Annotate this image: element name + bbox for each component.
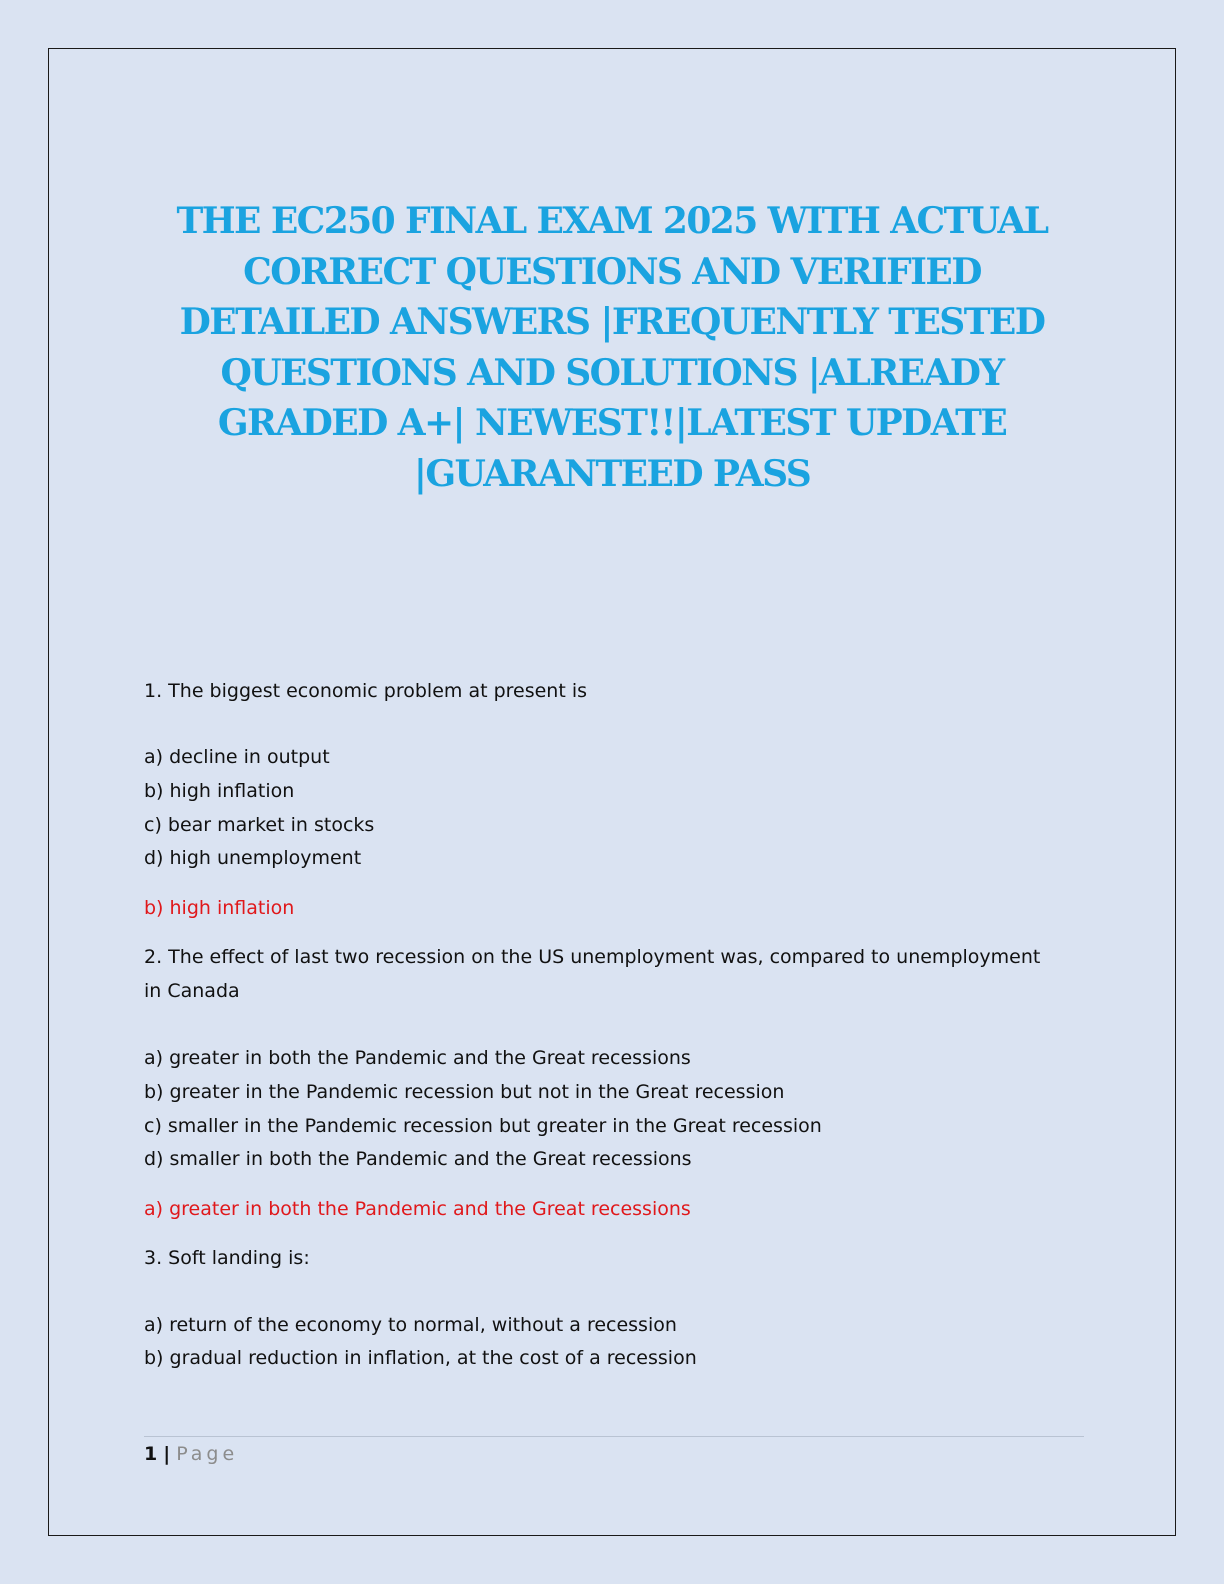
question-1-option-c: c) bear market in stocks — [144, 814, 375, 836]
title-line: |GUARANTEED PASS — [413, 452, 811, 495]
question-2-option-c: c) smaller in the Pandemic recession but greater in the Great recession — [144, 1115, 822, 1137]
question-2-option-d: d) smaller in both the Pandemic and the Great recessions — [144, 1148, 692, 1170]
title-line: THE EC250 FINAL EXAM 2025 WITH ACTUAL — [176, 200, 1048, 242]
question-3-option-b: b) gradual reduction in inflation, at the cost of a recession — [144, 1347, 697, 1369]
title-line: DETAILED ANSWERS |FREQUENTLY TESTED — [179, 301, 1045, 343]
question-3-option-a: a) return of the economy to normal, without a recession — [144, 1314, 677, 1336]
question-1-answer: b) high inflation — [144, 897, 295, 919]
question-1-option-a: a) decline in output — [144, 746, 330, 768]
footer-divider — [144, 1436, 1084, 1437]
question-2-option-b: b) greater in the Pandemic recession but not in the Great recession — [144, 1081, 785, 1103]
page-number: 1 — [144, 1443, 158, 1465]
document-title — [140, 196, 1084, 499]
question-2-text: 2. The effect of last two recession on the US unemployment was, compared to unemployment — [144, 946, 1041, 968]
question-1-text: 1. The biggest economic problem at present is — [144, 680, 588, 702]
question-2-option-a: a) greater in both the Pandemic and the Great recessions — [144, 1047, 691, 1069]
question-2-text-cont: in Canada — [144, 980, 240, 1002]
question-1-option-d: d) high unemployment — [144, 847, 362, 869]
question-1-option-b: b) high inflation — [144, 780, 295, 802]
question-2-answer: a) greater in both the Pandemic and the Great recessions — [144, 1198, 691, 1220]
title-line: GRADED A+| NEWEST!!|LATEST UPDATE — [217, 402, 1007, 444]
page-footer — [144, 1443, 238, 1465]
page-label: Page — [176, 1443, 239, 1465]
title-line: QUESTIONS AND SOLUTIONS |ALREADY — [220, 351, 1004, 394]
question-3-text: 3. Soft landing is: — [144, 1247, 310, 1269]
footer-separator: | — [163, 1443, 171, 1465]
title-line: CORRECT QUESTIONS AND VERIFIED — [243, 250, 981, 293]
